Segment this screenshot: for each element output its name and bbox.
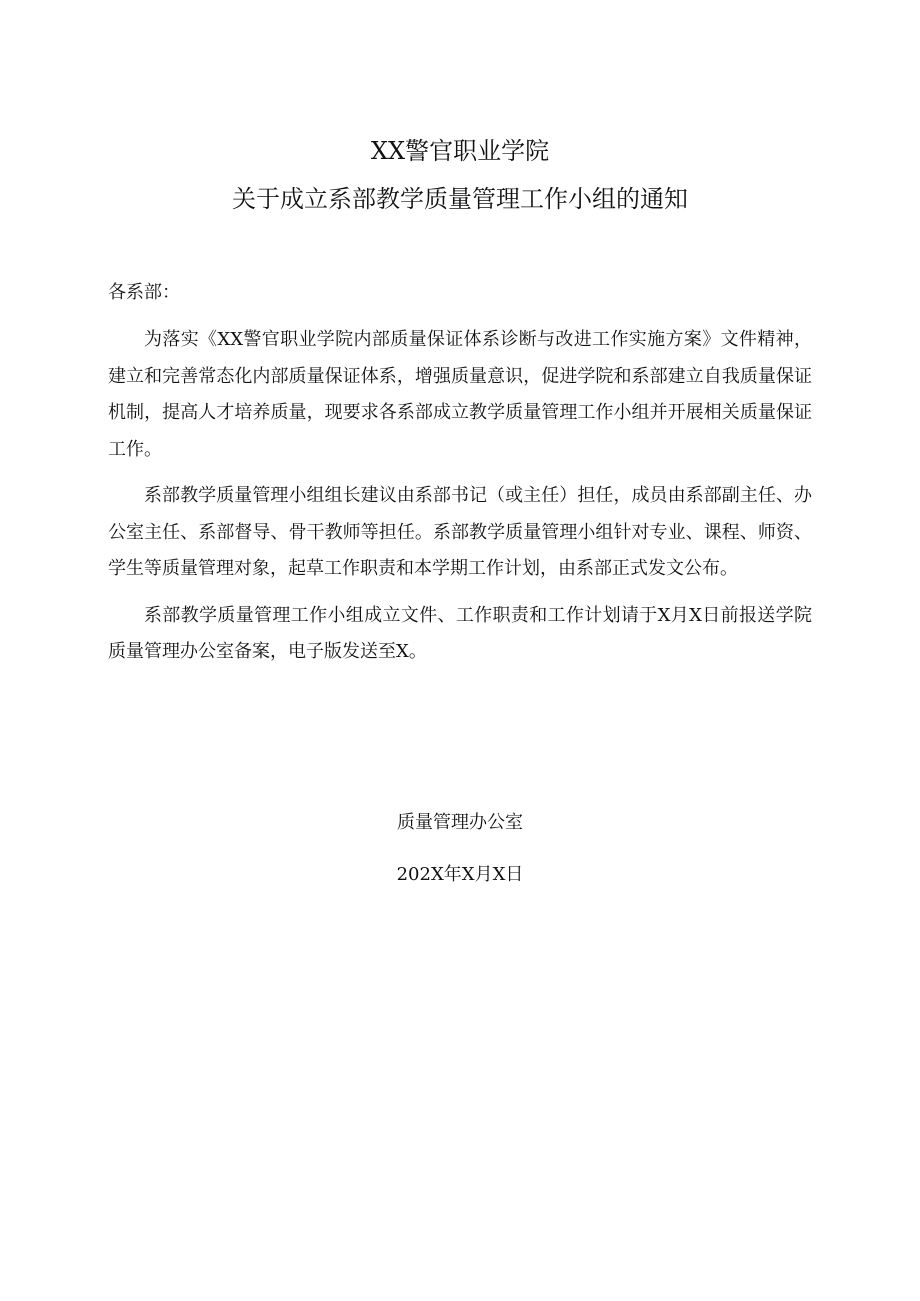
signature-organization: 质量管理办公室 (397, 812, 523, 833)
signature-date: 202X年X月X日 (396, 864, 524, 885)
document-body (108, 322, 812, 681)
body-paragraph-3: 系部教学质量管理工作小组成立文件、工作职责和工作计划请于X月X日前报送学院质量管理办公室备案，电子版发送至X。 (108, 604, 812, 662)
body-paragraph-1: 为落实《XX警官职业学院内部质量保证体系诊断与改进工作实施方案》文件精神，建立和完善常态化内部质量保证体系，增强质量意识，促进学院和系部建立自我质量保证机制，提高人才培养质量，现要求各系部成立教学质量管理工作小组并开展相关质量保证工作。 (108, 329, 812, 460)
body-paragraph-2: 系部教学质量管理小组组长建议由系部书记（或主任）担任，成员由系部副主任、办公室主任、系部督导、骨干教师等担任。系部教学质量管理小组针对专业、课程、师资、学生等质量管理对象，起草工作职责和本学期工作计划，由系部正式发文公布。 (108, 485, 812, 579)
document-title-line-2: 关于成立系部教学质量管理工作小组的通知 (232, 185, 688, 213)
salutation: 各系部： (108, 282, 180, 303)
document-title-line-1: XX警官职业学院 (370, 137, 550, 165)
